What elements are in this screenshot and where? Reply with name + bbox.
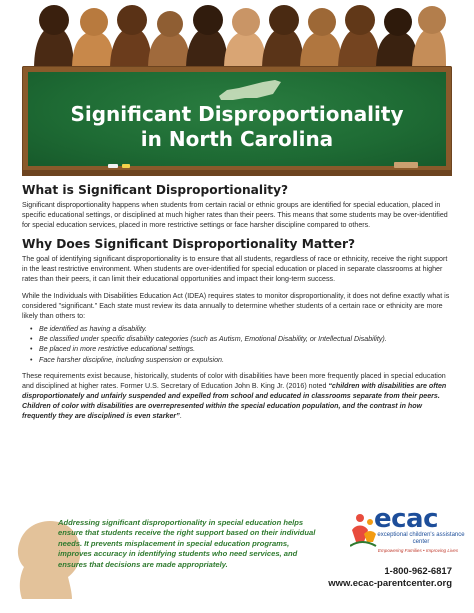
list-item: • Face harsher discipline, including suspension or expulsion. [30,355,452,365]
chalk-tray [22,170,452,176]
what-paragraph: Significant disproportionality happens when students from certain racial or ethnic groups are identified for special education, placed in specific educational settings, or disciplined at much higher rates than their peers. This means that some students may be over-identified for special education services, placed in more restrictive settings or face harsher discipline compared to others. [22,201,448,230]
title-line-1: Significant Disproportionality [70,102,404,126]
criteria-list [30,324,452,365]
chalk-piece-white [108,164,118,168]
north-carolina-map-icon [217,76,283,102]
chalkboard [28,72,446,166]
paragraph-lead: These requirements exist because, historically, students of color with disabilities have been more frequently placed in special education and disciplined at higher rates. Former U.S. Secretary of Education John B. King Jr. (2016) noted [22,372,446,391]
section-heading-why: Why Does Significant Disproportionality Matter? [22,237,356,252]
callout-text: Addressing significant disproportionality in special education helps ensure that students receive the right support based on their individual needs. It prevents misplacement in special education programs, improves accuracy in identifying students who need services, and ensures that decisions are made appropriately. [58,518,316,569]
ecac-logo-wordmark: ecac [374,504,439,534]
main-content [22,182,452,428]
list-item: • Be classified under specific disability categories (such as Autism, Emotional Disability, or Intellectual Disability). [30,334,452,344]
website-link[interactable]: www.ecac-parentcenter.org [328,578,452,589]
why-paragraph-1: The goal of identifying significant disproportionality is to ensure that all students, regardless of race or ethnicity, receive the right support in the least restrictive environment. When students are over-identified for special education or placed in separate classrooms at higher rates than their peers, it can limit their educational opportunities and impact their long-term success. [22,255,448,284]
section-heading-what: What is Significant Disproportionality? [22,183,289,197]
chalk-piece-yellow [122,164,130,168]
list-item: • Be placed in more restrictive educational settings. [30,344,452,354]
why-paragraph-3 [22,371,452,421]
page-title [28,102,446,152]
phone-number: 1-800-962-6817 [384,566,452,577]
king-quote: “children with disabilities are often disproportionately and unfairly suspended and expelled from school and educated in classrooms separate from their peers. Children of color with disabilities are overrepresented within the special education population, and the contrast in how frequently they are disciplined is even starker” [22,382,447,421]
student-silhouettes-illustration [28,0,446,70]
title-line-2: in North Carolina [140,127,334,151]
ecac-logo-tagline: Empowering Families • Improving Lives [377,548,459,553]
list-item: • Be identified as having a disability. [30,324,452,334]
eraser [394,162,418,168]
chalkboard-frame [22,66,452,174]
why-paragraph-2: While the Individuals with Disabilities Education Act (IDEA) requires states to monitor disproportionality, it does not define exactly what is considered "significant." Each state must review its data annually to determine whether students of a certain race or ethnicity are more likely than others to: [22,291,450,320]
ecac-logo-subtitle: exceptional children's assistance center [377,532,465,545]
paragraph-end: . [179,412,182,421]
